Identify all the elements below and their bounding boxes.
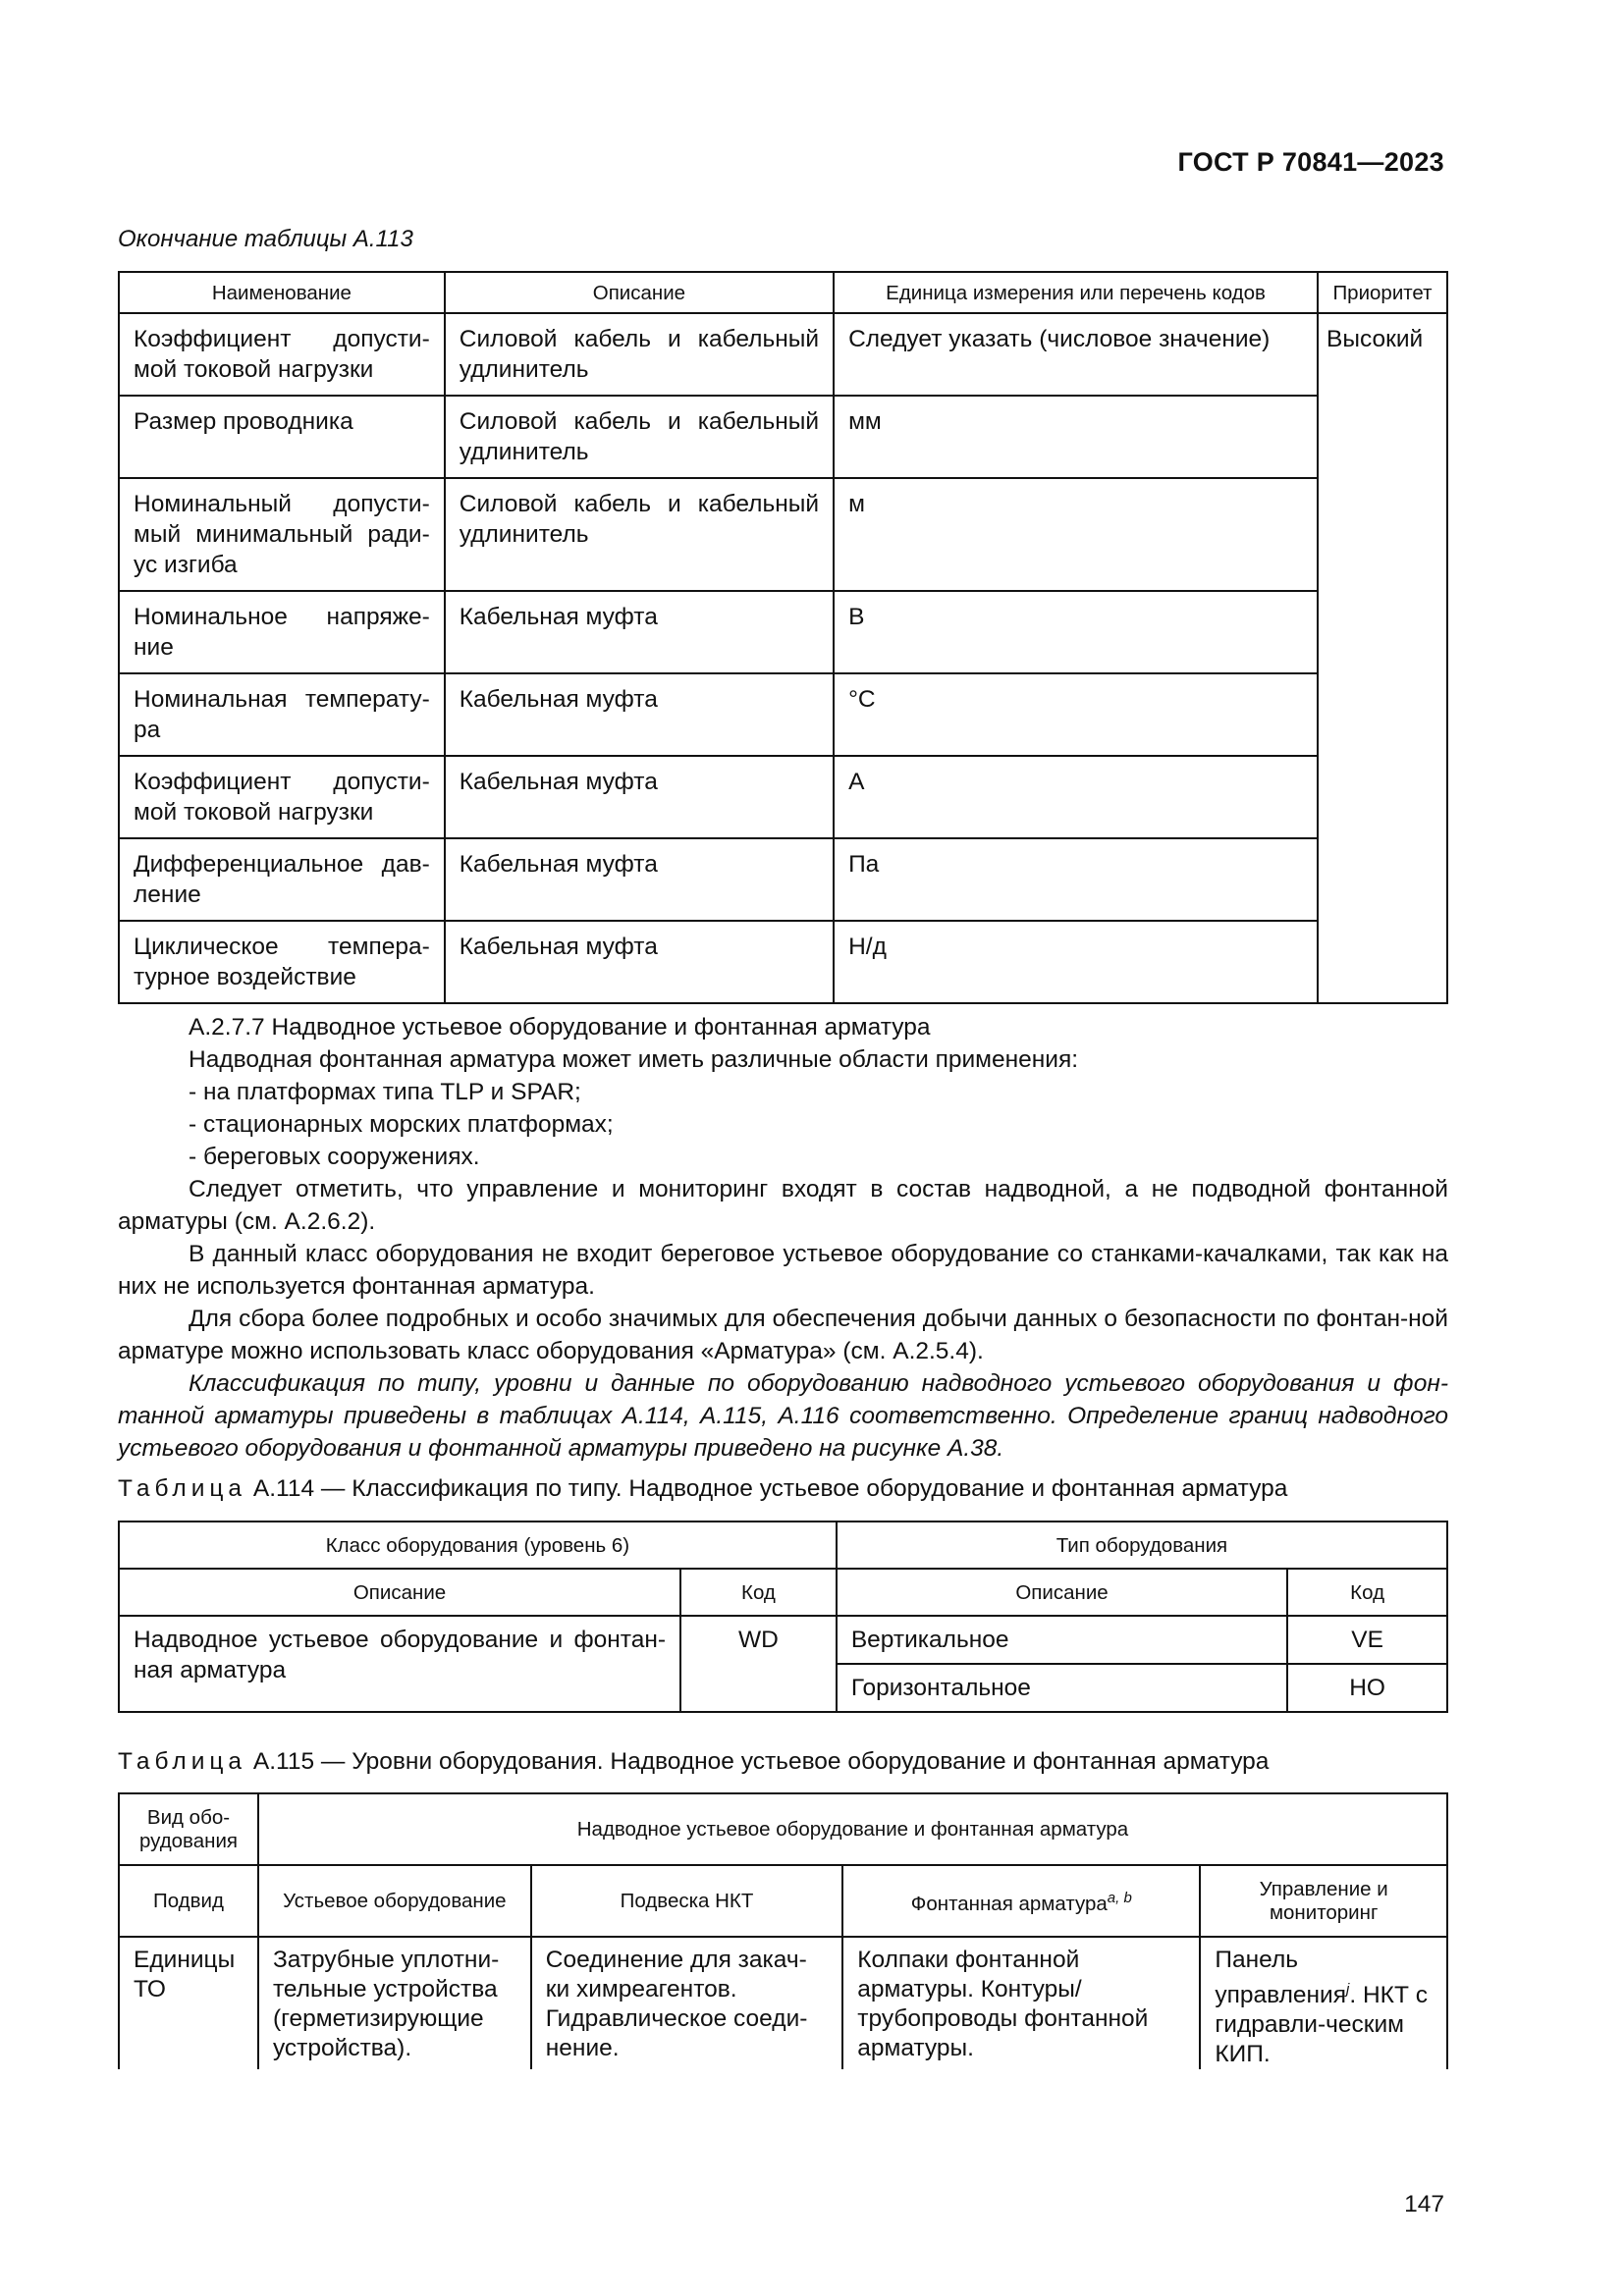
table-row [119, 591, 1447, 673]
table-row [119, 478, 1447, 591]
cell-tubing-hanger: Соединение для закач-ки химреагентов. Гидравлическое соеди-нение. [531, 1937, 842, 2069]
table-a113 [118, 271, 1448, 1004]
cell-unit: Н/д [834, 921, 1318, 1003]
sub-header: Код [680, 1569, 837, 1616]
table-row [119, 838, 1447, 921]
section-body [118, 1011, 1448, 1465]
document-id: ГОСТ Р 70841—2023 [1177, 147, 1444, 177]
col-header-name: Наименование [119, 272, 445, 313]
cell-name: Размер проводника [119, 396, 445, 478]
cell-unit: Па [834, 838, 1318, 921]
group-header-class: Класс оборудования (уровень 6) [119, 1522, 837, 1569]
cell-unit: °С [834, 673, 1318, 756]
continuation-caption: Окончание таблицы А.113 [118, 226, 413, 252]
group-header-type: Тип оборудования [837, 1522, 1447, 1569]
cell-desc: Силовой кабель и кабельный удлинитель [445, 396, 834, 478]
paragraph: В данный класс оборудования не входит береговое устьевое оборудование со станками-качалками, так как на них не используется фонтанная арматура. [118, 1241, 1448, 1300]
cell-name: Номинальный допусти-мый минимальный ради-ус изгиба [119, 478, 445, 591]
table-row [119, 1616, 1447, 1664]
sub-header: Код [1287, 1569, 1447, 1616]
col-header-priority: Приоритет [1318, 272, 1447, 313]
cell-wellhead: Затрубные уплотни-тельные устройства (герметизирующие устройства). [258, 1937, 531, 2069]
sub-label: Подвид [119, 1865, 258, 1937]
footnote-mark: a, b [1107, 1889, 1132, 1906]
cell-name: Номинальная температу-ра [119, 673, 445, 756]
cell-type-code: HO [1287, 1664, 1447, 1712]
table-row [119, 673, 1447, 756]
cell-name: Коэффициент допусти-мой токовой нагрузки [119, 313, 445, 396]
cell-xmas-tree: Колпаки фонтанной арматуры. Контуры/трубопроводы фонтанной арматуры. [842, 1937, 1200, 2069]
cell-type-desc: Горизонтальное [837, 1664, 1287, 1712]
cell-unit: Следует указать (числовое значение) [834, 313, 1318, 396]
paragraph: Следует отметить, что управление и мониторинг входят в состав надводной, а не подводной фонтанной арматуры (см. А.2.6.2). [118, 1176, 1448, 1235]
cell-desc: Кабельная муфта [445, 673, 834, 756]
cell-type-desc: Вертикальное [837, 1616, 1287, 1664]
table-row [119, 1937, 1447, 2069]
col-header-wellhead: Устьевое оборудование [258, 1865, 531, 1937]
table-row [119, 313, 1447, 396]
table-row [119, 756, 1447, 838]
cell-desc: Кабельная муфта [445, 591, 834, 673]
paragraph-italic: Классификация по типу, уровни и данные по оборудованию надводного устьевого оборудования и фон-танной арматуры приведены в таблицах А.114, А.115, А.116 соответственно. Определение границ надводного устьевого оборудования и фонтанной арматуры приведено на рисунке А.38. [118, 1370, 1448, 1462]
cell-class-code: WD [680, 1616, 837, 1712]
row-label: Единицы ТО [119, 1937, 258, 2069]
table-a115 [118, 1792, 1448, 2069]
cell-name: Номинальное напряже-ние [119, 591, 445, 673]
table-a114-caption [118, 1475, 1287, 1503]
bullet-item: - на платформах типа TLP и SPAR; [189, 1079, 581, 1105]
sub-header: Описание [837, 1569, 1287, 1616]
bullet-item: - стационарных морских платформах; [189, 1111, 614, 1138]
bullet-item: - береговых сооружениях. [189, 1144, 480, 1170]
table-row [119, 921, 1447, 1003]
cell-unit: В [834, 591, 1318, 673]
cell-type-code: VE [1287, 1616, 1447, 1664]
col-header-unit: Единица измерения или перечень кодов [834, 272, 1318, 313]
table-a115-caption [118, 1748, 1269, 1776]
cell-control [1200, 1937, 1447, 2069]
cell-name: Циклическое темпера-турное воздействие [119, 921, 445, 1003]
section-heading: А.2.7.7 Надводное устьевое оборудование и фонтанная арматура [189, 1014, 931, 1041]
sub-header: Описание [119, 1569, 680, 1616]
group-header: Надводное устьевое оборудование и фонтанная арматура [258, 1793, 1447, 1865]
caption-label: Таблица [118, 1748, 247, 1775]
table-row [119, 396, 1447, 478]
cell-control-text: Панель управления [1215, 1947, 1347, 2009]
page-number: 147 [1404, 2191, 1444, 2217]
cell-desc: Силовой кабель и кабельный удлинитель [445, 478, 834, 591]
cell-class-desc: Надводное устьевое оборудование и фонтан-ная арматура [119, 1616, 680, 1712]
corner-header: Вид обо-рудования [119, 1793, 258, 1865]
caption-label: Таблица [118, 1475, 247, 1502]
footnote-mark: j [1346, 1981, 1350, 1998]
cell-control-tail: . НКТ с гидравли-ческим КИП. [1215, 1982, 1428, 2068]
cell-priority: Высокий [1318, 313, 1447, 1003]
section-intro: Надводная фонтанная арматура может иметь различные области применения: [189, 1046, 1079, 1073]
cell-unit: м [834, 478, 1318, 591]
col-header-desc: Описание [445, 272, 834, 313]
cell-desc: Кабельная муфта [445, 756, 834, 838]
caption-text: А.115 — Уровни оборудования. Надводное устьевое оборудование и фонтанная арматура [252, 1748, 1270, 1775]
cell-unit: мм [834, 396, 1318, 478]
cell-desc: Кабельная муфта [445, 838, 834, 921]
col-header-xmas-tree [842, 1865, 1200, 1937]
cell-name: Дифференциальное дав-ление [119, 838, 445, 921]
caption-text: А.114 — Классификация по типу. Надводное устьевое оборудование и фонтанная арматура [252, 1475, 1288, 1502]
paragraph: Для сбора более подробных и особо значимых для обеспечения добычи данных о безопасности по фонтан-ной арматуре можно использовать класс оборудования «Арматура» (см. А.2.5.4). [118, 1306, 1448, 1364]
cell-unit: А [834, 756, 1318, 838]
cell-desc: Кабельная муфта [445, 921, 834, 1003]
cell-desc: Силовой кабель и кабельный удлинитель [445, 313, 834, 396]
table-a114 [118, 1521, 1448, 1713]
col-header-xmas-tree-label: Фонтанная арматура [910, 1892, 1108, 1915]
cell-name: Коэффициент допусти-мой токовой нагрузки [119, 756, 445, 838]
col-header-tubing-hanger: Подвеска НКТ [531, 1865, 842, 1937]
col-header-control: Управление и мониторинг [1200, 1865, 1447, 1937]
